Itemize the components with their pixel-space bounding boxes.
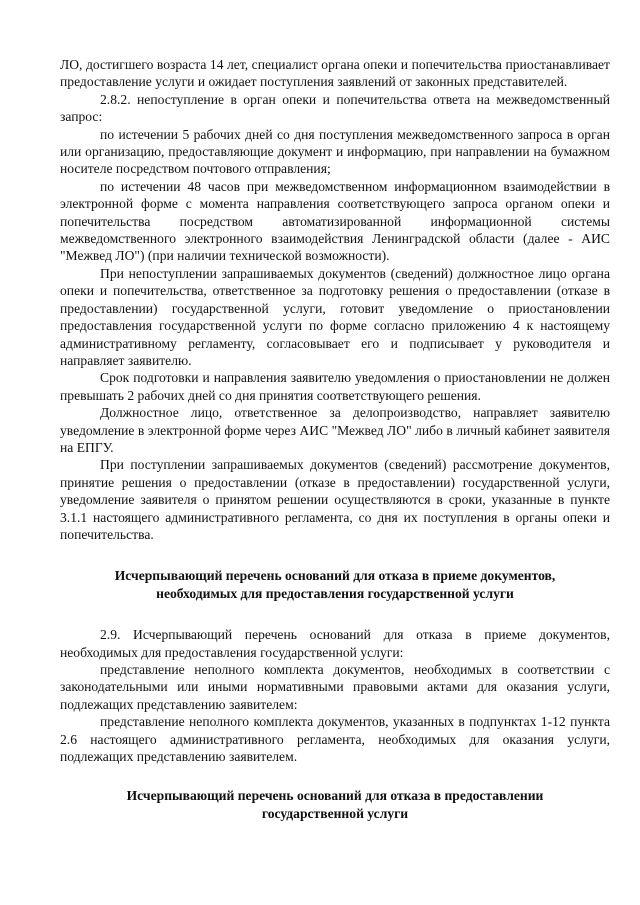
paragraph-incomplete-set: представление неполного комплекта документов, необходимых в соответствии с законодательными или иными нормативными правовыми актами для оказания услуги, подлежащих представлению заявителем: — [60, 662, 610, 712]
paragraph-incomplete-subitems: представление неполного комплекта документов, указанных в подпунктах 1-12 пункта 2.6 настоящего административного регламента, необходимых для оказания услуги, подлежащих представлению заявителем. — [60, 714, 610, 765]
paragraph-postal-deadline: по истечении 5 рабочих дней со дня поступления межведомственного запроса в орган или организацию, предоставляющие документ и информацию, при направлении на бумажном носителе посредством почтового отправления; — [60, 126, 610, 177]
paragraph-notice-delivery: Должностное лицо, ответственное за делопроизводство, направляет заявителю уведомление в электронной форме через АИС "Межвед ЛО" либо в личный кабинет заявителя на ЕПГУ. — [60, 405, 610, 455]
paragraph-2-9: 2.9. Исчерпывающий перечень оснований для отказа в приеме документов, необходимых для предоставления государственной услуги: — [60, 627, 610, 660]
paragraph-notice-term: Срок подготовки и направления заявителю уведомления о приостановлении не должен превышать 2 рабочих дней со дня принятия соответствующего решения. — [60, 370, 610, 403]
paragraph-2-8-2: 2.8.2. непоступление в орган опеки и попечительства ответа на межведомственный запрос: — [60, 91, 610, 125]
paragraph-continuation: ЛО, достигшего возраста 14 лет, специалист органа опеки и попечительства приостанавливает предоставление услуги и ожидает поступления заявлений от законных представителей. — [60, 57, 610, 90]
document-page — [60, 56, 610, 822]
paragraph-electronic-deadline: по истечении 48 часов при межведомственном информационном взаимодействии в электронной форме с момента направления соответствующего запроса органом опеки и попечительства посредством автоматизированной информационной системы межведомственного электронного взаимодействия Ленинградской области (далее - АИС "Межвед ЛО") (при наличии технической возможности). — [60, 178, 610, 264]
section-heading-refusal-acceptance: Исчерпывающий перечень оснований для отказа в приеме документов, необходимых для предоставления государственной услуги — [114, 568, 556, 601]
section-heading-refusal-service: Исчерпывающий перечень оснований для отказа в предоставлении государственной услуги — [126, 788, 544, 821]
paragraph-suspension-notice: При непоступлении запрашиваемых документов (сведений) должностное лицо органа опеки и попечительства, ответственное за подготовку решения о предоставлении (отказе в предоставлении) государственной услуги, готовит уведомление о приостановлении предоставления государственной услуги по форме согласно приложению 4 к настоящему административному регламенту, согласовывает его и подписывает у руководителя и направляет заявителю. — [60, 265, 610, 368]
paragraph-documents-received: При поступлении запрашиваемых документов (сведений) рассмотрение документов, принятие решения о предоставлении (отказе в предоставлении) государственной услуги, уведомление заявителя о принятом решении осуществляются в сроки, указанные в пункте 3.1.1 настоящего административного регламента, со дня их поступления в органы опеки и попечительства. — [60, 457, 610, 542]
